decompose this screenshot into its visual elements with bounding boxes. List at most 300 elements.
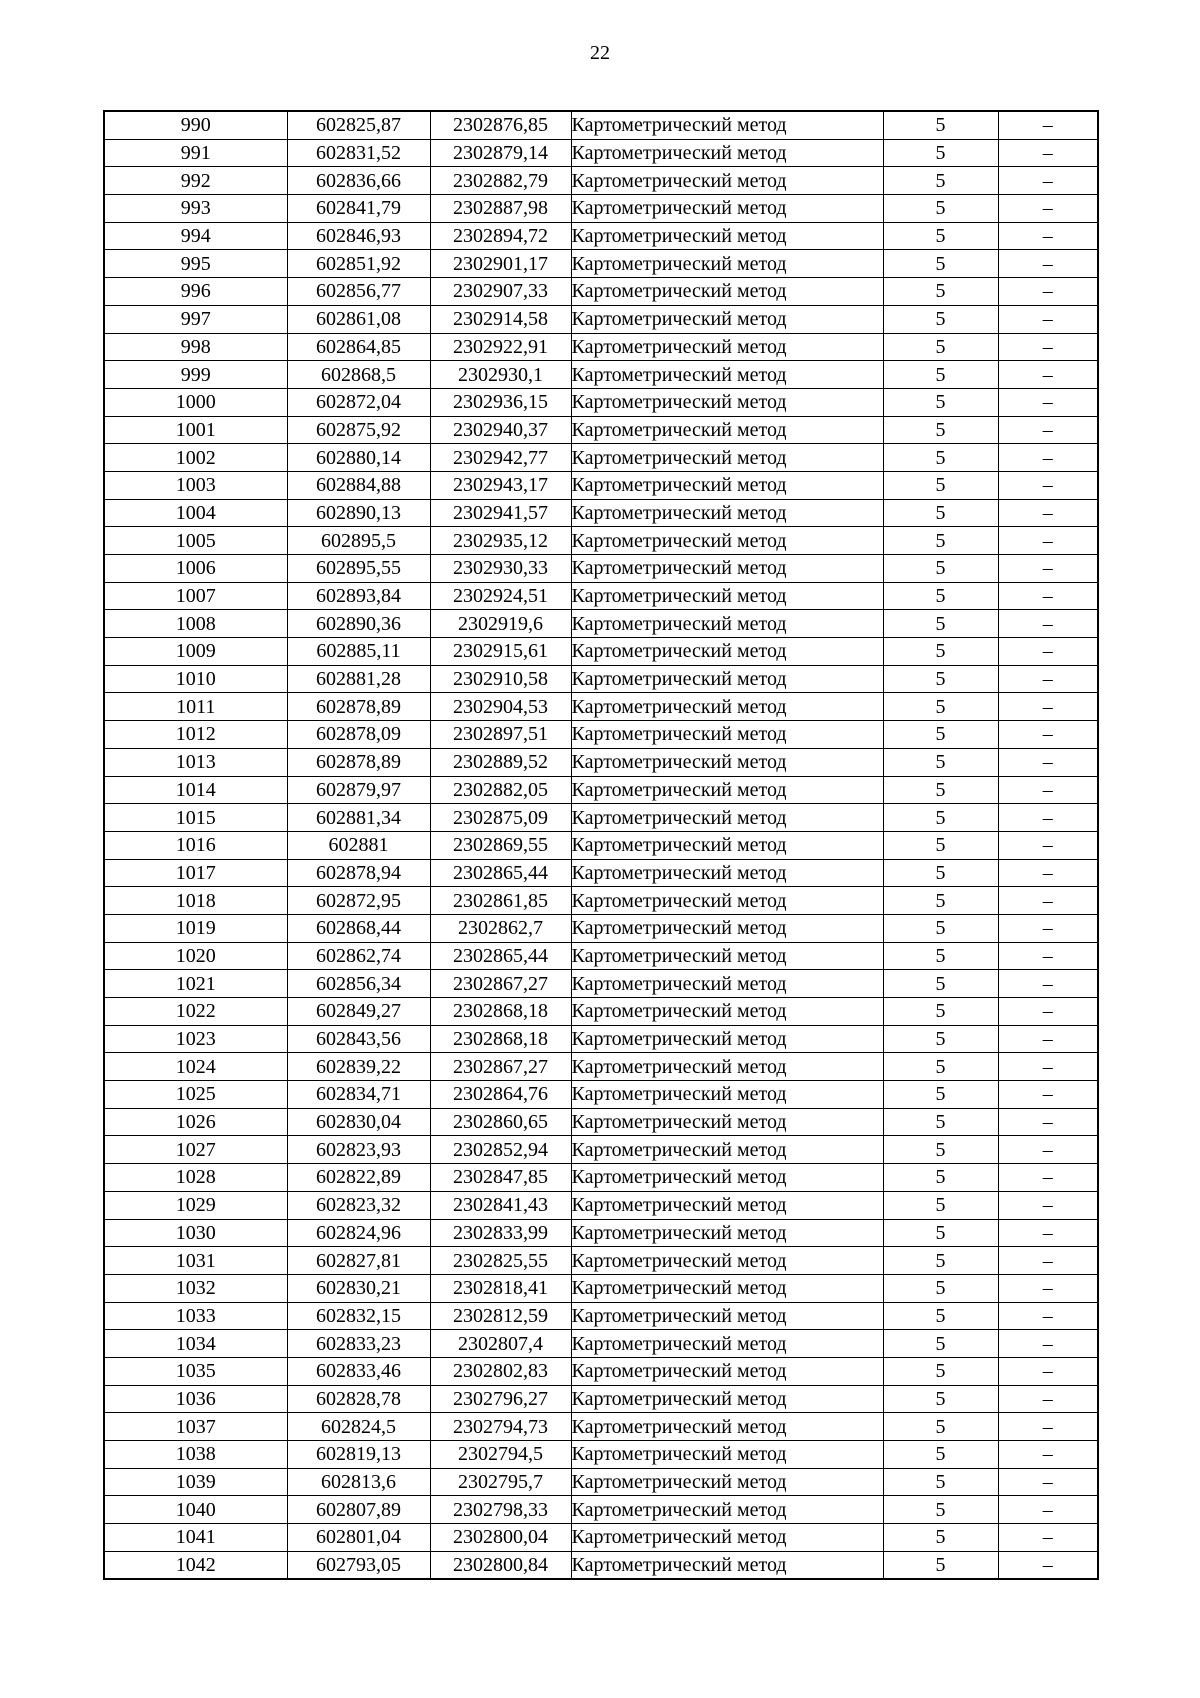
y-coordinate-cell: 2302942,77 [430,444,571,472]
note-cell: – [998,222,1098,250]
x-coordinate-cell: 602885,11 [287,638,430,666]
point-number-cell: 1018 [104,887,287,915]
coordinates-table-body [104,111,1098,1579]
accuracy-cell: 5 [883,887,998,915]
note-cell: – [998,721,1098,749]
table-row [104,665,1098,693]
note-cell: – [998,665,1098,693]
x-coordinate-cell: 602822,89 [287,1164,430,1192]
note-cell: – [998,555,1098,583]
x-coordinate-cell: 602881,34 [287,804,430,832]
method-cell: Картометрический метод [571,887,883,915]
table-row [104,970,1098,998]
note-cell: – [998,444,1098,472]
accuracy-cell: 5 [883,1164,998,1192]
x-coordinate-cell: 602872,04 [287,388,430,416]
note-cell: – [998,278,1098,306]
x-coordinate-cell: 602841,79 [287,195,430,223]
point-number-cell: 990 [104,111,287,139]
point-number-cell: 1033 [104,1302,287,1330]
y-coordinate-cell: 2302795,7 [430,1468,571,1496]
point-number-cell: 995 [104,250,287,278]
coordinates-table [103,110,1099,1580]
y-coordinate-cell: 2302907,33 [430,278,571,306]
point-number-cell: 1028 [104,1164,287,1192]
note-cell: – [998,1053,1098,1081]
x-coordinate-cell: 602878,89 [287,748,430,776]
x-coordinate-cell: 602893,84 [287,582,430,610]
accuracy-cell: 5 [883,638,998,666]
x-coordinate-cell: 602830,04 [287,1108,430,1136]
x-coordinate-cell: 602872,95 [287,887,430,915]
accuracy-cell: 5 [883,1413,998,1441]
method-cell: Картометрический метод [571,804,883,832]
x-coordinate-cell: 602868,5 [287,361,430,389]
x-coordinate-cell: 602881,28 [287,665,430,693]
note-cell: – [998,998,1098,1026]
table-row [104,1441,1098,1469]
accuracy-cell: 5 [883,914,998,942]
method-cell: Картометрический метод [571,1247,883,1275]
method-cell: Картометрический метод [571,1330,883,1358]
note-cell: – [998,1441,1098,1469]
note-cell: – [998,582,1098,610]
y-coordinate-cell: 2302897,51 [430,721,571,749]
table-row [104,1219,1098,1247]
table-row [104,1081,1098,1109]
x-coordinate-cell: 602856,34 [287,970,430,998]
x-coordinate-cell: 602828,78 [287,1385,430,1413]
accuracy-cell: 5 [883,998,998,1026]
accuracy-cell: 5 [883,471,998,499]
accuracy-cell: 5 [883,804,998,832]
method-cell: Картометрический метод [571,222,883,250]
point-number-cell: 1038 [104,1441,287,1469]
x-coordinate-cell: 602832,15 [287,1302,430,1330]
method-cell: Картометрический метод [571,1302,883,1330]
point-number-cell: 1010 [104,665,287,693]
note-cell: – [998,527,1098,555]
accuracy-cell: 5 [883,388,998,416]
y-coordinate-cell: 2302865,44 [430,942,571,970]
note-cell: – [998,1551,1098,1579]
y-coordinate-cell: 2302915,61 [430,638,571,666]
table-row [104,1274,1098,1302]
method-cell: Картометрический метод [571,776,883,804]
method-cell: Картометрический метод [571,1274,883,1302]
note-cell: – [998,416,1098,444]
point-number-cell: 1034 [104,1330,287,1358]
y-coordinate-cell: 2302904,53 [430,693,571,721]
note-cell: – [998,638,1098,666]
note-cell: – [998,1219,1098,1247]
method-cell: Картометрический метод [571,1496,883,1524]
point-number-cell: 1031 [104,1247,287,1275]
method-cell: Картометрический метод [571,471,883,499]
accuracy-cell: 5 [883,111,998,139]
table-row [104,278,1098,306]
accuracy-cell: 5 [883,693,998,721]
point-number-cell: 1029 [104,1191,287,1219]
note-cell: – [998,1025,1098,1053]
x-coordinate-cell: 602807,89 [287,1496,430,1524]
method-cell: Картометрический метод [571,942,883,970]
note-cell: – [998,831,1098,859]
method-cell: Картометрический метод [571,998,883,1026]
point-number-cell: 1012 [104,721,287,749]
table-row [104,1025,1098,1053]
x-coordinate-cell: 602884,88 [287,471,430,499]
accuracy-cell: 5 [883,748,998,776]
accuracy-cell: 5 [883,1219,998,1247]
y-coordinate-cell: 2302841,43 [430,1191,571,1219]
method-cell: Картометрический метод [571,139,883,167]
y-coordinate-cell: 2302812,59 [430,1302,571,1330]
note-cell: – [998,471,1098,499]
accuracy-cell: 5 [883,222,998,250]
table-row [104,1496,1098,1524]
point-number-cell: 1008 [104,610,287,638]
accuracy-cell: 5 [883,1441,998,1469]
y-coordinate-cell: 2302794,5 [430,1441,571,1469]
x-coordinate-cell: 602868,44 [287,914,430,942]
accuracy-cell: 5 [883,195,998,223]
y-coordinate-cell: 2302889,52 [430,748,571,776]
point-number-cell: 994 [104,222,287,250]
y-coordinate-cell: 2302800,04 [430,1524,571,1552]
y-coordinate-cell: 2302807,4 [430,1330,571,1358]
accuracy-cell: 5 [883,1053,998,1081]
x-coordinate-cell: 602881 [287,831,430,859]
method-cell: Картометрический метод [571,167,883,195]
method-cell: Картометрический метод [571,831,883,859]
table-row [104,111,1098,139]
point-number-cell: 1023 [104,1025,287,1053]
table-row [104,527,1098,555]
accuracy-cell: 5 [883,167,998,195]
method-cell: Картометрический метод [571,1053,883,1081]
y-coordinate-cell: 2302930,33 [430,555,571,583]
accuracy-cell: 5 [883,1524,998,1552]
accuracy-cell: 5 [883,1136,998,1164]
table-row [104,305,1098,333]
table-row [104,444,1098,472]
table-row [104,804,1098,832]
note-cell: – [998,859,1098,887]
y-coordinate-cell: 2302869,55 [430,831,571,859]
table-row [104,998,1098,1026]
y-coordinate-cell: 2302924,51 [430,582,571,610]
accuracy-cell: 5 [883,1385,998,1413]
x-coordinate-cell: 602793,05 [287,1551,430,1579]
table-row [104,471,1098,499]
method-cell: Картометрический метод [571,278,883,306]
y-coordinate-cell: 2302847,85 [430,1164,571,1192]
accuracy-cell: 5 [883,831,998,859]
y-coordinate-cell: 2302833,99 [430,1219,571,1247]
x-coordinate-cell: 602878,09 [287,721,430,749]
x-coordinate-cell: 602819,13 [287,1441,430,1469]
accuracy-cell: 5 [883,1247,998,1275]
y-coordinate-cell: 2302941,57 [430,499,571,527]
x-coordinate-cell: 602895,5 [287,527,430,555]
method-cell: Картометрический метод [571,111,883,139]
point-number-cell: 1027 [104,1136,287,1164]
note-cell: – [998,1385,1098,1413]
x-coordinate-cell: 602879,97 [287,776,430,804]
table-row [104,1108,1098,1136]
note-cell: – [998,1496,1098,1524]
y-coordinate-cell: 2302818,41 [430,1274,571,1302]
method-cell: Картометрический метод [571,1441,883,1469]
point-number-cell: 1041 [104,1524,287,1552]
point-number-cell: 1025 [104,1081,287,1109]
x-coordinate-cell: 602824,5 [287,1413,430,1441]
note-cell: – [998,610,1098,638]
table-row [104,222,1098,250]
point-number-cell: 1009 [104,638,287,666]
note-cell: – [998,195,1098,223]
accuracy-cell: 5 [883,250,998,278]
accuracy-cell: 5 [883,361,998,389]
method-cell: Картометрический метод [571,638,883,666]
y-coordinate-cell: 2302882,79 [430,167,571,195]
y-coordinate-cell: 2302865,44 [430,859,571,887]
y-coordinate-cell: 2302868,18 [430,1025,571,1053]
table-row [104,942,1098,970]
method-cell: Картометрический метод [571,1136,883,1164]
y-coordinate-cell: 2302936,15 [430,388,571,416]
table-row [104,1413,1098,1441]
x-coordinate-cell: 602823,32 [287,1191,430,1219]
x-coordinate-cell: 602831,52 [287,139,430,167]
note-cell: – [998,1108,1098,1136]
method-cell: Картометрический метод [571,1468,883,1496]
point-number-cell: 1030 [104,1219,287,1247]
accuracy-cell: 5 [883,1551,998,1579]
point-number-cell: 999 [104,361,287,389]
point-number-cell: 1020 [104,942,287,970]
table-row [104,1357,1098,1385]
accuracy-cell: 5 [883,527,998,555]
table-row [104,1330,1098,1358]
accuracy-cell: 5 [883,610,998,638]
table-row [104,859,1098,887]
x-coordinate-cell: 602801,04 [287,1524,430,1552]
accuracy-cell: 5 [883,499,998,527]
method-cell: Картометрический метод [571,693,883,721]
point-number-cell: 1021 [104,970,287,998]
note-cell: – [998,970,1098,998]
note-cell: – [998,1413,1098,1441]
point-number-cell: 1000 [104,388,287,416]
x-coordinate-cell: 602846,93 [287,222,430,250]
x-coordinate-cell: 602851,92 [287,250,430,278]
x-coordinate-cell: 602878,89 [287,693,430,721]
table-row [104,1524,1098,1552]
table-row [104,748,1098,776]
point-number-cell: 996 [104,278,287,306]
x-coordinate-cell: 602843,56 [287,1025,430,1053]
table-row [104,776,1098,804]
accuracy-cell: 5 [883,416,998,444]
point-number-cell: 1001 [104,416,287,444]
x-coordinate-cell: 602825,87 [287,111,430,139]
point-number-cell: 1019 [104,914,287,942]
method-cell: Картометрический метод [571,555,883,583]
point-number-cell: 997 [104,305,287,333]
y-coordinate-cell: 2302876,85 [430,111,571,139]
x-coordinate-cell: 602875,92 [287,416,430,444]
y-coordinate-cell: 2302867,27 [430,1053,571,1081]
table-row [104,416,1098,444]
table-row [104,1385,1098,1413]
accuracy-cell: 5 [883,721,998,749]
accuracy-cell: 5 [883,1468,998,1496]
point-number-cell: 1006 [104,555,287,583]
method-cell: Картометрический метод [571,1551,883,1579]
method-cell: Картометрический метод [571,1524,883,1552]
method-cell: Картометрический метод [571,250,883,278]
note-cell: – [998,942,1098,970]
note-cell: – [998,388,1098,416]
y-coordinate-cell: 2302922,91 [430,333,571,361]
x-coordinate-cell: 602856,77 [287,278,430,306]
y-coordinate-cell: 2302825,55 [430,1247,571,1275]
y-coordinate-cell: 2302868,18 [430,998,571,1026]
accuracy-cell: 5 [883,1496,998,1524]
x-coordinate-cell: 602878,94 [287,859,430,887]
note-cell: – [998,1191,1098,1219]
method-cell: Картометрический метод [571,748,883,776]
y-coordinate-cell: 2302864,76 [430,1081,571,1109]
note-cell: – [998,1164,1098,1192]
note-cell: – [998,1274,1098,1302]
note-cell: – [998,914,1098,942]
table-row [104,361,1098,389]
x-coordinate-cell: 602833,46 [287,1357,430,1385]
table-row [104,638,1098,666]
y-coordinate-cell: 2302862,7 [430,914,571,942]
accuracy-cell: 5 [883,305,998,333]
table-row [104,887,1098,915]
accuracy-cell: 5 [883,139,998,167]
method-cell: Картометрический метод [571,1081,883,1109]
point-number-cell: 1011 [104,693,287,721]
method-cell: Картометрический метод [571,610,883,638]
table-row [104,333,1098,361]
table-row [104,582,1098,610]
y-coordinate-cell: 2302930,1 [430,361,571,389]
y-coordinate-cell: 2302794,73 [430,1413,571,1441]
note-cell: – [998,361,1098,389]
point-number-cell: 1024 [104,1053,287,1081]
table-row [104,1136,1098,1164]
method-cell: Картометрический метод [571,416,883,444]
table-row [104,831,1098,859]
x-coordinate-cell: 602861,08 [287,305,430,333]
note-cell: – [998,748,1098,776]
point-number-cell: 1003 [104,471,287,499]
y-coordinate-cell: 2302875,09 [430,804,571,832]
accuracy-cell: 5 [883,665,998,693]
method-cell: Картометрический метод [571,527,883,555]
y-coordinate-cell: 2302940,37 [430,416,571,444]
accuracy-cell: 5 [883,970,998,998]
point-number-cell: 1016 [104,831,287,859]
note-cell: – [998,1357,1098,1385]
table-row [104,1247,1098,1275]
point-number-cell: 1007 [104,582,287,610]
method-cell: Картометрический метод [571,305,883,333]
note-cell: – [998,305,1098,333]
method-cell: Картометрический метод [571,499,883,527]
y-coordinate-cell: 2302798,33 [430,1496,571,1524]
point-number-cell: 998 [104,333,287,361]
point-number-cell: 1037 [104,1413,287,1441]
point-number-cell: 1026 [104,1108,287,1136]
x-coordinate-cell: 602862,74 [287,942,430,970]
point-number-cell: 1004 [104,499,287,527]
method-cell: Картометрический метод [571,1357,883,1385]
note-cell: – [998,1081,1098,1109]
point-number-cell: 1036 [104,1385,287,1413]
x-coordinate-cell: 602830,21 [287,1274,430,1302]
note-cell: – [998,1247,1098,1275]
accuracy-cell: 5 [883,942,998,970]
method-cell: Картометрический метод [571,1191,883,1219]
x-coordinate-cell: 602824,96 [287,1219,430,1247]
note-cell: – [998,499,1098,527]
y-coordinate-cell: 2302860,65 [430,1108,571,1136]
note-cell: – [998,1468,1098,1496]
table-row [104,610,1098,638]
method-cell: Картометрический метод [571,582,883,610]
point-number-cell: 1014 [104,776,287,804]
point-number-cell: 992 [104,167,287,195]
x-coordinate-cell: 602849,27 [287,998,430,1026]
table-row [104,195,1098,223]
note-cell: – [998,1136,1098,1164]
note-cell: – [998,333,1098,361]
point-number-cell: 1005 [104,527,287,555]
table-row [104,1468,1098,1496]
note-cell: – [998,1524,1098,1552]
method-cell: Картометрический метод [571,721,883,749]
table-row [104,388,1098,416]
method-cell: Картометрический метод [571,388,883,416]
x-coordinate-cell: 602895,55 [287,555,430,583]
method-cell: Картометрический метод [571,1025,883,1053]
method-cell: Картометрический метод [571,1219,883,1247]
note-cell: – [998,887,1098,915]
accuracy-cell: 5 [883,444,998,472]
method-cell: Картометрический метод [571,361,883,389]
x-coordinate-cell: 602836,66 [287,167,430,195]
table-row [104,914,1098,942]
point-number-cell: 1032 [104,1274,287,1302]
point-number-cell: 1035 [104,1357,287,1385]
point-number-cell: 1022 [104,998,287,1026]
note-cell: – [998,1330,1098,1358]
method-cell: Картометрический метод [571,1413,883,1441]
note-cell: – [998,1302,1098,1330]
table-row [104,499,1098,527]
table-row [104,1164,1098,1192]
y-coordinate-cell: 2302882,05 [430,776,571,804]
y-coordinate-cell: 2302901,17 [430,250,571,278]
y-coordinate-cell: 2302943,17 [430,471,571,499]
